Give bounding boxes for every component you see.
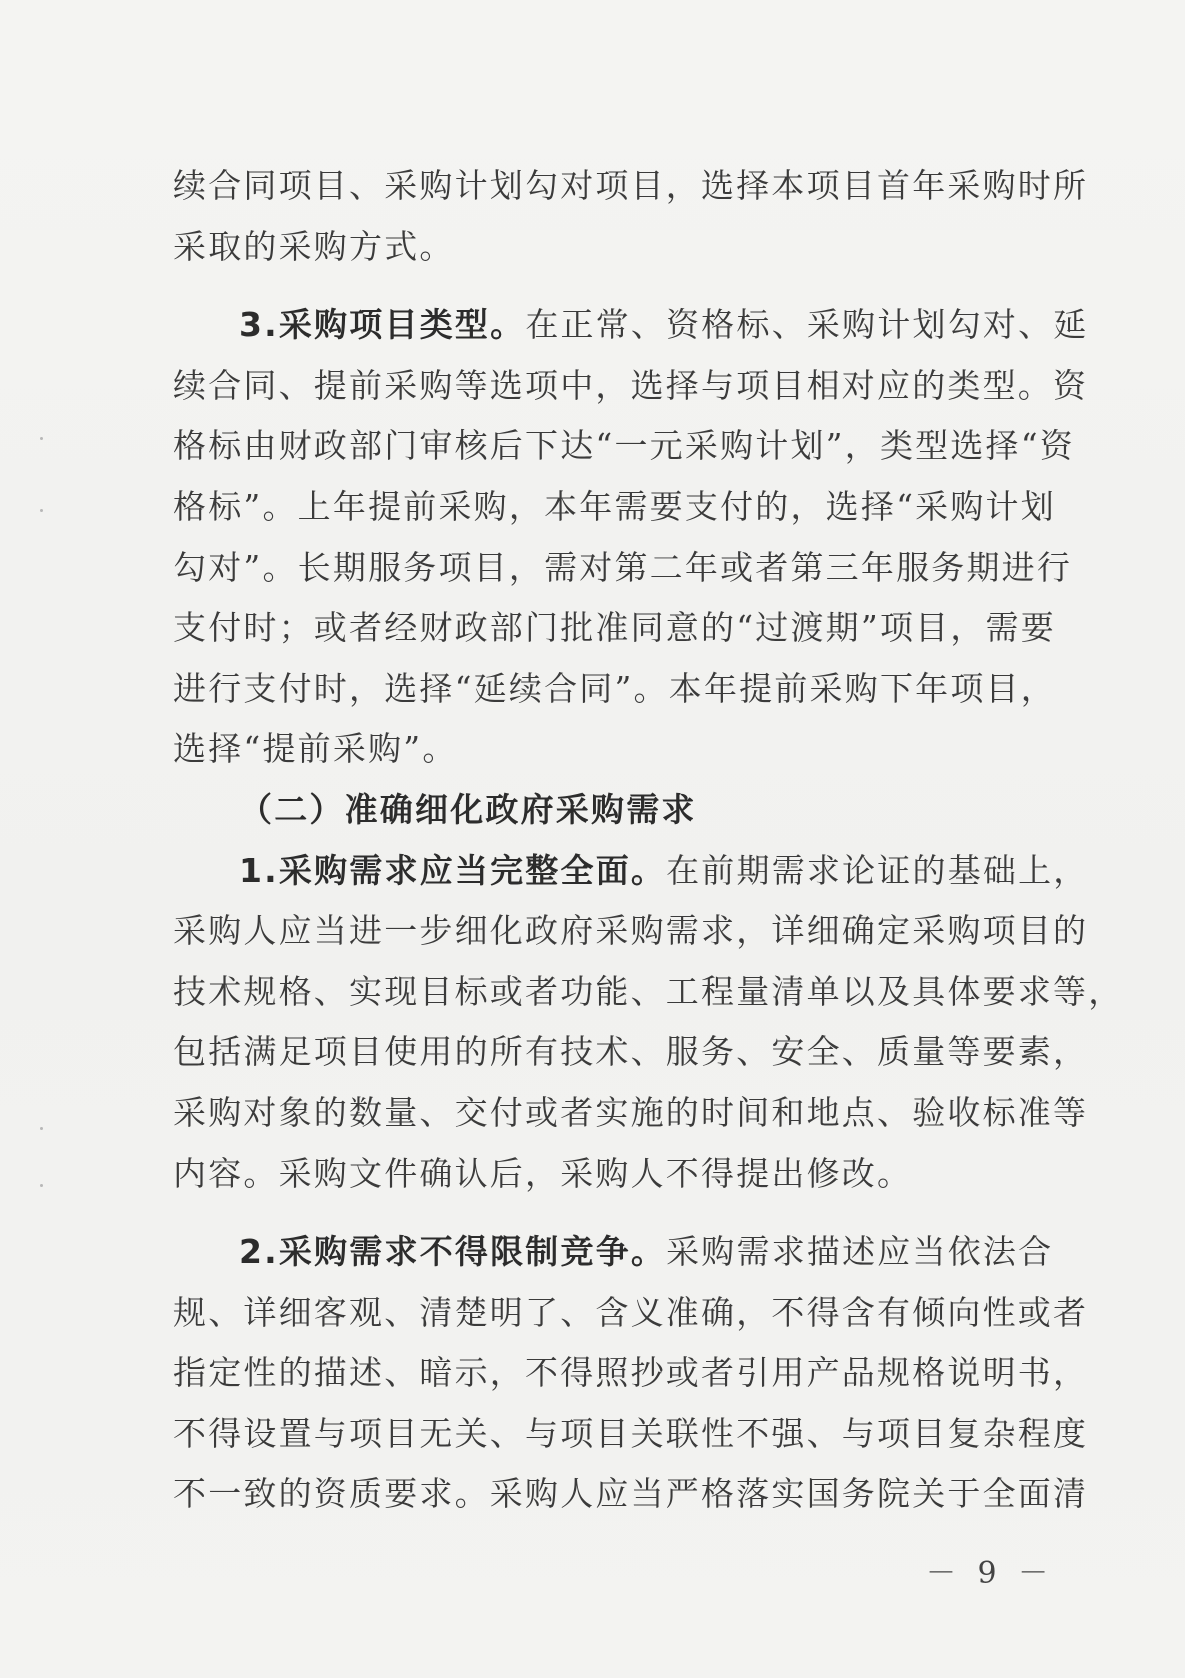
- text-line: 续合同、提前采购等选项中，选择与项目相对应的类型。资: [173, 365, 1089, 405]
- paragraph-lead: 3.采购项目类型。: [239, 305, 526, 345]
- paragraph-lead: 1.采购需求应当完整全面。: [239, 850, 667, 890]
- text-line: 不一致的资质要求。采购人应当严格落实国务院关于全面清: [173, 1474, 1089, 1514]
- scan-speck: [40, 437, 43, 440]
- text-line: 格标由财政部门审核后下达“一元采购计划”，类型选择“资: [173, 426, 1076, 466]
- text-line: 指定性的描述、暗示，不得照抄或者引用产品规格说明书，: [173, 1353, 1089, 1393]
- text-line: 采取的采购方式。: [173, 226, 455, 266]
- text-line: 格标”。上年提前采购，本年需要支付的，选择“采购计划: [173, 486, 1056, 526]
- text-line: 采购人应当进一步细化政府采购需求，详细确定采购项目的: [173, 911, 1089, 951]
- text-run: 在正常、资格标、采购计划勾对、延: [525, 305, 1089, 345]
- text-line: 技术规格、实现目标或者功能、工程量清单以及具体要求等，: [173, 971, 1124, 1011]
- scan-speck: [40, 509, 43, 512]
- text-line: 进行支付时，选择“延续合同”。本年提前采购下年项目，: [173, 668, 1056, 708]
- text-line: [173, 841, 1089, 902]
- paragraph-2: [173, 295, 1089, 780]
- text-line: [173, 1222, 1054, 1283]
- paragraph-lead: 2.采购需求不得限制竞争。: [239, 1232, 667, 1272]
- paragraph-4: [173, 1222, 1089, 1525]
- body-text: [173, 156, 1124, 1525]
- text-line: 包括满足项目使用的所有技术、服务、安全、质量等要素，: [173, 1032, 1089, 1072]
- text-line: 不得设置与项目无关、与项目关联性不强、与项目复杂程度: [173, 1413, 1089, 1453]
- text-line: 规、详细客观、清楚明了、含义准确，不得含有倾向性或者: [173, 1292, 1089, 1332]
- text-run: 在前期需求论证的基础上，: [666, 850, 1089, 890]
- text-line: 采购对象的数量、交付或者实施的时间和地点、验收标准等: [173, 1092, 1089, 1132]
- text-line: 支付时；或者经财政部门批准同意的“过渡期”项目，需要: [173, 608, 1056, 648]
- text-line: [173, 295, 1089, 356]
- page-number: － 9 －: [926, 1556, 1055, 1591]
- text-run: 采购需求描述应当依法合: [666, 1232, 1054, 1272]
- text-line: 选择“提前采购”。: [173, 729, 458, 769]
- paragraph-3: [173, 841, 1124, 1205]
- text-line: 续合同项目、采购计划勾对项目，选择本项目首年采购时所: [173, 166, 1089, 205]
- section-heading: （二）准确细化政府采购需求: [239, 789, 697, 829]
- paragraph-1: [173, 156, 1089, 277]
- text-line: 内容。采购文件确认后，采购人不得提出修改。: [173, 1153, 913, 1193]
- scan-speck: [40, 1127, 43, 1130]
- text-line: 勾对”。长期服务项目，需对第二年或者第三年服务期进行: [173, 547, 1073, 587]
- scan-speck: [40, 1184, 43, 1187]
